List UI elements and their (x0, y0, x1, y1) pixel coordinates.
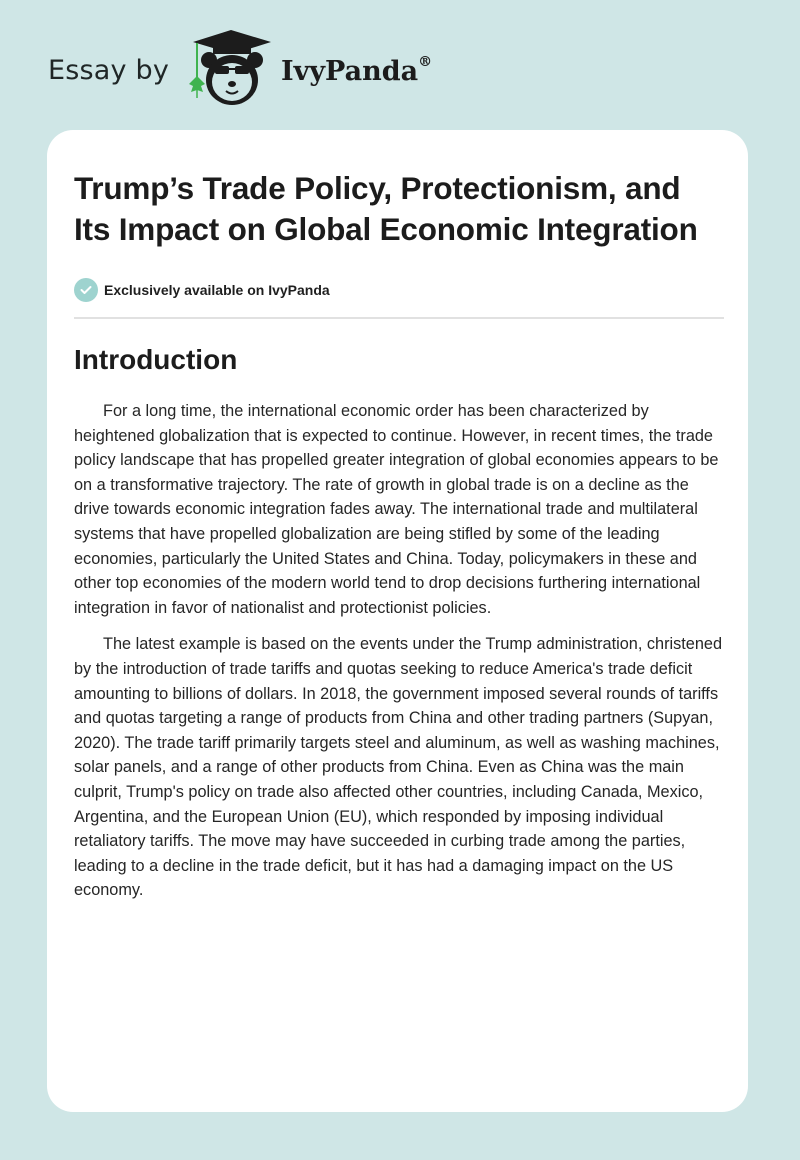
brand-name[interactable]: IvyPanda® (281, 53, 433, 87)
site-header (48, 30, 432, 110)
essay-title: Trump’s Trade Policy, Protectionism, and Its Impact on Global Economic Integration (74, 170, 698, 247)
section-heading-introduction: Introduction (74, 344, 238, 375)
paragraph: The latest example is based on the events under the Trump administration, christened by the introduction of trade tariffs and quotas seeking to reduce America's trade deficit amounting to billions of dollars. In 2018, the government imposed several rounds of tariffs and quotas targeting a range of products from China and other trading partners (Supyan, 2020). The trade tariff primarily targets steel and aluminum, as well as washing machines, solar panels, and a range of other products from China. Even as China was the main culprit, Trump's policy on trade also affected other countries, including Canada, Mexico, Argentina, and the European Union (EU), which responded by imposing individual retaliatory tariffs. The move may have succeeded in curbing trade among the parties, leading to a decline in the trade deficit, but it has had a damaging impact on the US economy. (74, 635, 723, 900)
essay-card (47, 130, 748, 1112)
essay-content (74, 168, 724, 903)
exclusive-badge (74, 278, 724, 302)
exclusive-label: Exclusively available on IvyPanda (104, 282, 330, 298)
check-circle-icon (74, 278, 98, 302)
paragraph: For a long time, the international economic order has been characterized by heightened globalization that is expected to continue. However, in recent times, the trade policy landscape that has propelled greater integration of global economies appears to be on a transformative trajectory. The rate of growth in global trade is on a decline as the drive towards economic integration fades away. The international trade and multilateral systems that have propelled globalization are being stifled by some of the leading economies, particularly the United States and China. Today, policymakers in these and other top economies of the modern world tend to drop decisions furthering international integration in favor of nationalist and protectionist policies. (74, 402, 719, 617)
panda-graduate-icon[interactable] (183, 30, 275, 110)
essay-by-label: Essay by (48, 54, 170, 86)
divider (74, 317, 724, 319)
